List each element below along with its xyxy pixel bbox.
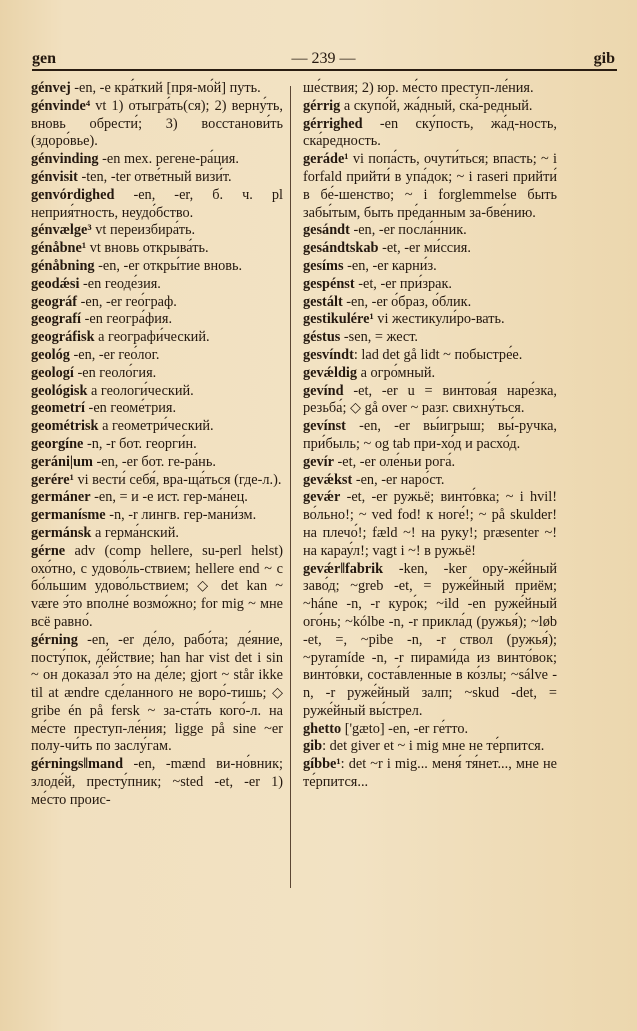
dictionary-entry — [31, 632, 283, 757]
entry-definition: -en, -er откры́тие вновь. — [94, 257, 243, 274]
entry-definition: -en, -er бот. ге-ра́нь. — [92, 453, 216, 470]
entry-headword: gesvíndt — [303, 346, 354, 363]
entry-headword: gevínd — [303, 382, 344, 399]
entry-definition: a огро́мный. — [357, 364, 436, 381]
entry-definition: : lad det gå lidt ~ побыстре́е. — [353, 346, 523, 363]
entry-headword: geométrisk — [31, 418, 99, 435]
entry-headword: ghetto — [303, 720, 342, 737]
entry-headword: geometrí — [31, 400, 85, 417]
dictionary-entry — [31, 756, 283, 809]
entry-headword: gevǽr — [303, 489, 341, 506]
dictionary-entry — [31, 365, 283, 383]
entry-headword: gerére¹ — [31, 471, 74, 488]
dictionary-entry — [303, 276, 557, 294]
entry-definition: -en, -er гео́лог. — [69, 346, 160, 363]
header-rule — [32, 69, 617, 71]
entry-headword: gestikulére¹ — [303, 311, 374, 328]
dictionary-entry — [31, 507, 283, 525]
entry-definition: -en, -er, б. ч. pl неприя́тность, неудо́бство. — [31, 186, 283, 221]
entry-headword: génvinding — [31, 151, 99, 168]
entry-definition: -en, -er посла́нник. — [349, 222, 467, 239]
entry-definition: -en ску́пость, жа́д-ность, ска́редность. — [303, 115, 557, 150]
entry-headword: geráni|um — [31, 453, 93, 470]
dictionary-entry — [303, 240, 557, 258]
dictionary-entry — [31, 240, 283, 258]
dictionary-entry — [303, 561, 557, 721]
entry-definition: a скупо́й, жа́дный, ска́-редный. — [340, 97, 533, 114]
right-column — [303, 80, 557, 792]
entry-definition: -en, -er наро́ст. — [352, 471, 445, 488]
entry-headword: geografí — [31, 311, 82, 328]
entry-definition: -et, -er ми́ссия. — [378, 240, 471, 257]
entry-headword: gestált — [303, 293, 343, 310]
page-header — [32, 46, 615, 70]
entry-headword: gérne — [31, 542, 66, 559]
dictionary-entry — [31, 276, 283, 294]
dictionary-entry — [303, 472, 557, 490]
dictionary-entry — [303, 756, 557, 792]
dictionary-entry — [31, 400, 283, 418]
entry-definition: -sen, = жест. — [340, 329, 419, 346]
dictionary-entry — [31, 525, 283, 543]
entry-headword: gíbbe¹ — [303, 756, 341, 773]
dictionary-entry — [31, 80, 283, 98]
entry-definition: ше́ствия; 2) юр. ме́сто преступ-ле́ния. — [303, 80, 534, 96]
dictionary-entry — [31, 436, 283, 454]
dictionary-entry — [303, 116, 557, 152]
entry-headword: gevínst — [303, 418, 346, 435]
dictionary-entry — [31, 151, 283, 169]
dictionary-entry — [31, 472, 283, 490]
entry-headword: gevǽr‖fabrik — [303, 560, 384, 577]
dictionary-entry — [31, 329, 283, 347]
entry-definition: -en, -er карни́з. — [343, 257, 437, 274]
entry-definition: -et, -er u = винтова́я наре́зка, резьба́; ◇ gå over ~ разг. свихну́ться. — [303, 382, 557, 417]
entry-definition: ['gæto] -en, -er ге́тто. — [341, 720, 469, 737]
entry-headword: gespénst — [303, 275, 355, 292]
entry-definition: -en геоло́гия. — [73, 364, 157, 381]
left-guide-word: gen — [32, 50, 56, 67]
entry-definition: -en, -er де́ло, рабо́та; де́яние, посту́пок, де́йствие; han har vist det i sin ~ он доказа́л э́то на де́ле; gjort ~ står ikke til at ændre сде́ланного не воро́-тишь; ◇ gribe én på fersk ~ за-ста́ть кого́-л. на ме́сте преступ-ле́ния; ligge på sine ~er полу-чи́ть по заслу́гам. — [31, 631, 283, 755]
entry-definition: -n, -r лингв. гер-мани́зм. — [105, 507, 257, 524]
entry-headword: gérrig — [303, 97, 341, 114]
entry-headword: geográf — [31, 293, 78, 310]
dictionary-entry — [31, 311, 283, 329]
right-guide-word: gib — [593, 50, 615, 67]
entry-definition: -en, = и -е ист. гер-ма́нец. — [90, 489, 248, 506]
dictionary-entry — [303, 365, 557, 383]
entry-definition: : det ~r i mig... меня́ тя́нет..., мне не те́рпится... — [303, 756, 557, 791]
entry-headword: geologí — [31, 364, 74, 381]
entry-definition: -ten, -ter отве́тный визи́т. — [77, 168, 232, 185]
entry-headword: génvisit — [31, 168, 78, 185]
dictionary-entry — [31, 347, 283, 365]
dictionary-entry — [31, 294, 283, 312]
entry-definition: -en, -er о́браз, о́блик. — [342, 293, 472, 310]
entry-headword: geráde¹ — [303, 151, 349, 168]
entry-headword: gérning — [31, 631, 78, 648]
entry-headword: gérrighed — [303, 115, 363, 132]
entry-definition: vi попа́сть, очути́ться; впасть; ~ i forfald прийти́ в упа́док; ~ i raseri прийти́ в бе́-шенство; ~ i forglemmelse быть забы́тым, быть пре́данным за-бве́нию. — [303, 151, 557, 221]
dictionary-entry — [31, 169, 283, 187]
column-divider — [290, 86, 291, 888]
entry-definition: vi вести́ себя́, вра-ща́ться (где-л.). — [73, 471, 282, 488]
entry-headword: genvórdighed — [31, 186, 115, 203]
entry-headword: germanísme — [31, 507, 106, 524]
entry-headword: génvælge³ — [31, 222, 92, 239]
dictionary-entry — [31, 383, 283, 401]
dictionary-entry — [303, 454, 557, 472]
entry-definition: -ken, -ker ору-же́йный заво́д; ~greb -et, = руже́йный приём; ~háne -n, -r куро́к; ~ild -en руже́йный ого́нь; ~kólbe -n, -r прикла́д (ружья́); ~løb -et, =, ~pibe -n, -r ствол (ружья́); ~pyramíde -n, -r пирами́да из винто́вок; винто́вки, соста́вленные в ко́злы; ~sálve -n, -r руже́йный залп; ~skud -det, = руже́йный вы́стрел. — [303, 560, 557, 719]
entry-headword: génåbning — [31, 257, 95, 274]
entry-definition: -en геогра́фия. — [81, 311, 173, 328]
entry-headword: génvinde⁴ — [31, 97, 91, 114]
entry-headword: gib — [303, 738, 323, 755]
entry-definition: -en mex. регене-ра́ция. — [98, 151, 239, 168]
entry-headword: gevǽldig — [303, 364, 358, 381]
entry-definition: a геологи́ческий. — [87, 382, 194, 399]
entry-definition: -et, -er оле́ньи рога́. — [333, 453, 456, 470]
dictionary-entry — [303, 80, 557, 98]
entry-definition: -en геоде́зия. — [79, 275, 161, 292]
entry-definition: vt 1) отыгра́ть(ся); 2) верну́ть, вновь обрести́; 3) восстанови́ть (здоро́вье). — [31, 97, 283, 150]
entry-headword: gesíms — [303, 257, 344, 274]
entry-definition: a географи́ческий. — [94, 329, 210, 346]
entry-headword: génvej — [31, 80, 71, 96]
entry-headword: gevǽkst — [303, 471, 353, 488]
dictionary-entry — [31, 418, 283, 436]
dictionary-entry — [303, 489, 557, 560]
entry-definition: a герма́нский. — [91, 524, 179, 541]
dictionary-entry — [303, 721, 557, 739]
dictionary-entry — [303, 383, 557, 419]
dictionary-entry — [31, 98, 283, 151]
entry-headword: gérnings‖mand — [31, 756, 124, 773]
entry-headword: geológisk — [31, 382, 88, 399]
entry-definition: -et, -er при́зрак. — [354, 275, 452, 292]
dictionary-entry — [303, 418, 557, 454]
entry-headword: geográfisk — [31, 329, 95, 346]
entry-definition: adv (comp hellere, su-perl helst) охо́тно, с удово́ль-ствием; hellere end ~ с бо́льшим удово́льствием; ◇ det kan ~ være э́то вполне́ возмо́жно; for mig ~ мне всё равно́. — [31, 542, 283, 630]
entry-definition: -en, -e кра́ткий [пря-мо́й] путь. — [70, 80, 261, 96]
dictionary-entry — [303, 329, 557, 347]
entry-headword: géstus — [303, 329, 341, 346]
dictionary-entry — [31, 258, 283, 276]
dictionary-entry — [31, 489, 283, 507]
entry-headword: germáner — [31, 489, 91, 506]
left-column — [31, 80, 283, 810]
entry-headword: gesándtskab — [303, 240, 379, 257]
entry-definition: -en, -er вы́игрыш; вы́-ручка, при́быль; ~ og tab при-хо́д и расхо́д. — [303, 418, 557, 452]
dictionary-entry — [303, 347, 557, 365]
dictionary-entry — [303, 738, 557, 756]
entry-definition: -en, -er гео́граф. — [77, 293, 177, 310]
entry-definition: vi жестикули́ро-вать. — [373, 311, 505, 328]
dictionary-entry — [303, 294, 557, 312]
dictionary-entry — [303, 311, 557, 329]
entry-definition: -en геоме́трия. — [84, 400, 177, 417]
entry-headword: geodǽsi — [31, 275, 80, 292]
entry-definition: -et, -er ружьё; винто́вка; ~ i hvil! во́льно!; ~ ved fod! к ноге́!; ~ på skulder! на плечо́!; fæld ~! на руку!; præsenter ~! на карау́л!; vagt i ~! в ружьё! — [303, 489, 557, 559]
page-number: — 239 — — [291, 50, 356, 67]
entry-definition: : det giver et ~ i mig мне не те́рпится. — [322, 738, 545, 755]
dictionary-entry — [31, 222, 283, 240]
entry-definition: -en, -mænd ви-но́вник; злоде́й, престу́пник; ~sted -et, -er 1) ме́сто проис- — [31, 756, 283, 808]
entry-headword: gesándt — [303, 222, 350, 239]
dictionary-entry — [31, 454, 283, 472]
entry-definition: vt вновь открыва́ть. — [86, 240, 209, 257]
dictionary-entry — [303, 258, 557, 276]
entry-definition: vt переизбира́ть. — [91, 222, 196, 239]
entry-definition: a геометри́ческий. — [98, 418, 214, 435]
entry-headword: germánsk — [31, 524, 92, 541]
dictionary-entry — [31, 543, 283, 632]
dictionary-entry — [303, 222, 557, 240]
dictionary-entry — [303, 98, 557, 116]
dictionary-entry — [303, 151, 557, 222]
dictionary-entry — [31, 187, 283, 223]
entry-definition: -n, -r бот. георги́н. — [83, 435, 197, 452]
entry-headword: génåbne¹ — [31, 240, 87, 257]
entry-headword: geológ — [31, 346, 70, 363]
entry-headword: gevír — [303, 453, 334, 470]
entry-headword: georgíne — [31, 435, 84, 452]
